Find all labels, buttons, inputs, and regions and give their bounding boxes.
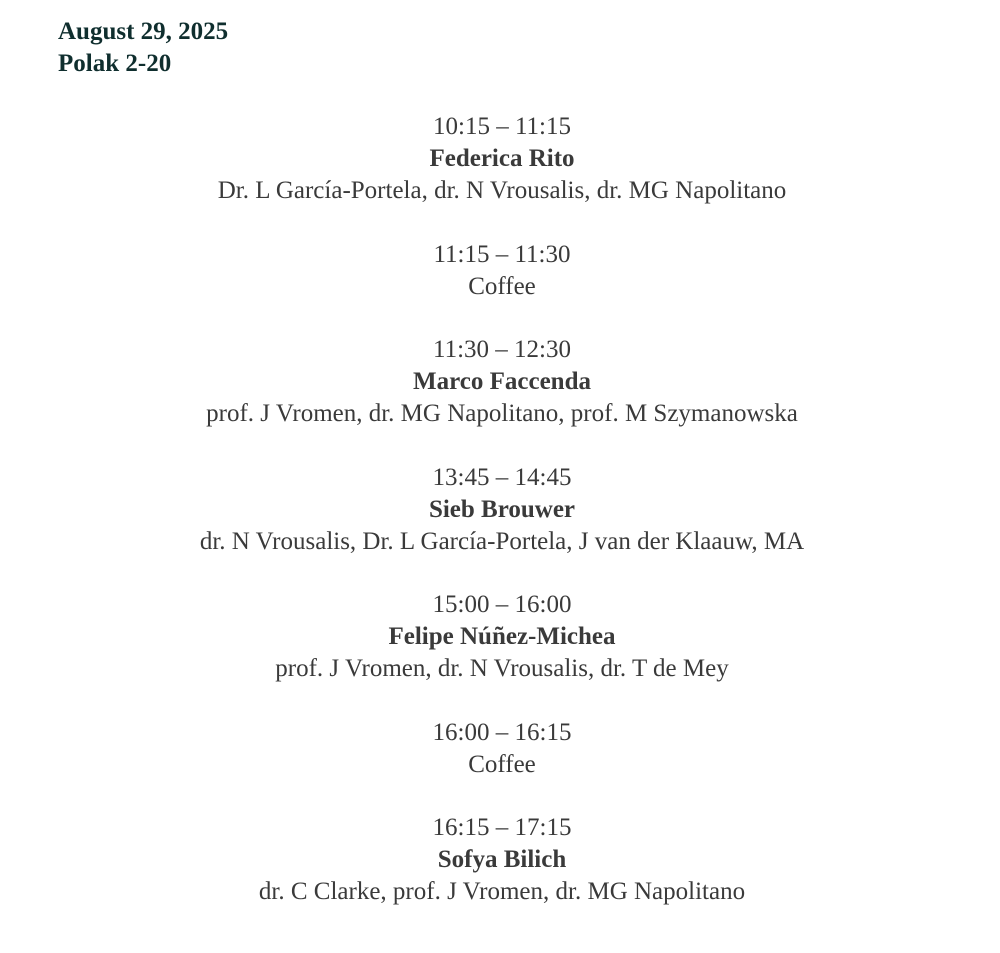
slot-committee: prof. J Vromen, dr. N Vrousalis, dr. T de Mey xyxy=(275,655,729,682)
schedule-slot-coffee-2 xyxy=(0,717,1000,781)
event-date: August 29, 2025 xyxy=(58,18,229,45)
slot-note: Coffee xyxy=(468,750,536,778)
schedule-slot-sofya-bilich xyxy=(0,812,1000,908)
slot-committee: Dr. L García-Portela, dr. N Vrousalis, dr. MG Napolitano xyxy=(217,177,787,204)
schedule-slot-coffee-1 xyxy=(0,239,1000,303)
schedule-slot-marco-faccenda xyxy=(0,334,1000,430)
slot-committee: dr. C Clarke, prof. J Vromen, dr. MG Napolitano xyxy=(258,878,746,905)
slot-committee: prof. J Vromen, dr. MG Napolitano, prof. M Szymanowska xyxy=(206,400,798,427)
event-location: Polak 2-20 xyxy=(58,50,172,77)
slot-time: 10:15 – 11:15 xyxy=(433,113,571,140)
slot-time: 16:00 – 16:15 xyxy=(432,718,572,746)
schedule-slot-sieb-brouwer xyxy=(0,462,1000,558)
slot-time: 11:30 – 12:30 xyxy=(433,336,571,363)
slot-speaker: Sofya Bilich xyxy=(437,846,567,873)
slot-note: Coffee xyxy=(468,272,536,300)
slot-time: 13:45 – 14:45 xyxy=(432,463,572,491)
slot-time: 15:00 – 16:00 xyxy=(432,591,572,618)
slot-speaker: Marco Faccenda xyxy=(413,368,591,395)
schedule xyxy=(0,111,1000,940)
slot-speaker: Federica Rito xyxy=(429,145,575,172)
slot-committee: dr. N Vrousalis, Dr. L García-Portela, J van der Klaauw, MA xyxy=(199,527,805,555)
slot-time: 11:15 – 11:30 xyxy=(433,240,571,268)
slot-time: 16:15 – 17:15 xyxy=(432,814,572,841)
slot-speaker: Felipe Núñez-Michea xyxy=(388,623,616,650)
schedule-slot-felipe-nunez-michea xyxy=(0,589,1000,685)
schedule-slot-federica-rito xyxy=(0,111,1000,207)
page-header xyxy=(58,16,228,80)
slot-speaker: Sieb Brouwer xyxy=(428,495,576,523)
